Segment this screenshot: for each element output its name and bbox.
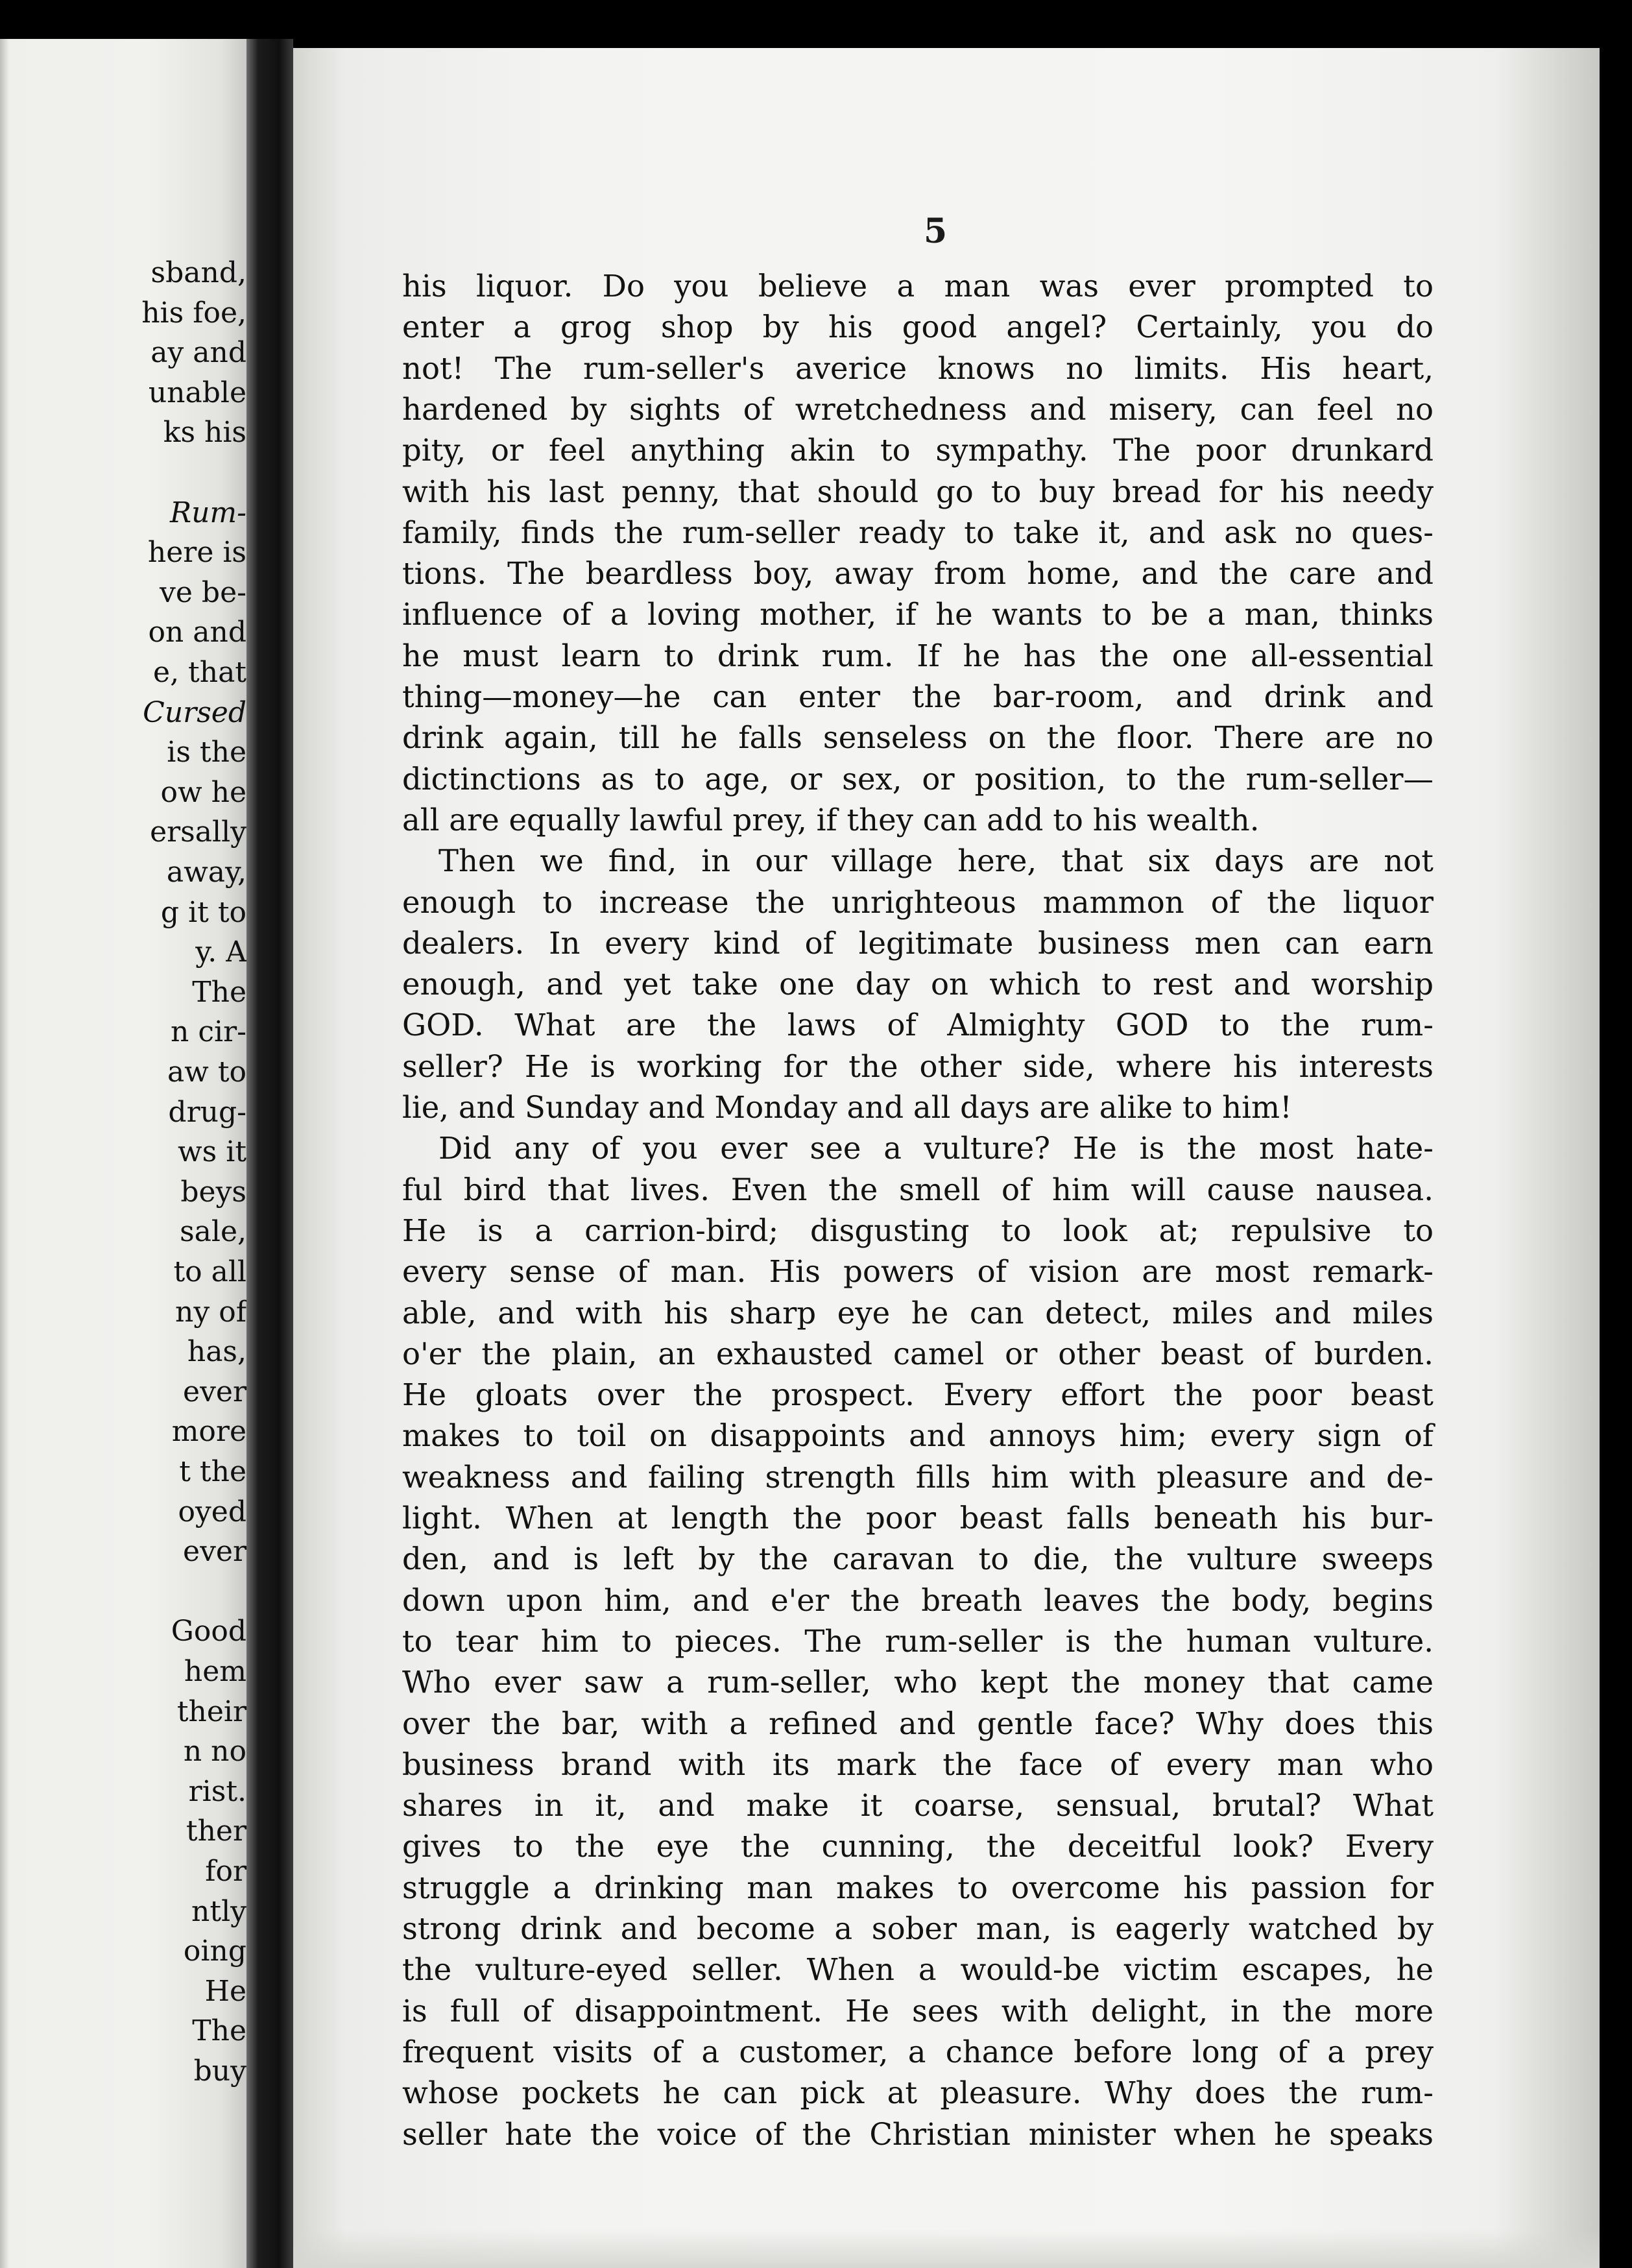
left-fragment-line: g it to (160, 895, 246, 929)
text-line: Did any of you ever see a vulture? He is the most hate- (438, 1131, 1434, 1166)
text-line: enough to increase the unrighteous mammon of the liquor (402, 884, 1434, 920)
left-fragment-line: has, (187, 1335, 246, 1369)
text-line: shares in it, and make it coarse, sensual, brutal? What (402, 1788, 1434, 1824)
left-fragment-line: for (205, 1855, 246, 1888)
text-line: He is a carrion-bird; disgusting to look at; repulsive to (402, 1212, 1434, 1248)
text-line: makes to toil on disappoints and annoys him; every sign of (402, 1418, 1434, 1454)
left-page-fragment (0, 39, 246, 2268)
text-line: enough, and yet take one day on which to rest and worship (402, 967, 1434, 1002)
left-fragment-line: unable (148, 376, 246, 409)
left-fragment-line: rist. (188, 1774, 246, 1808)
left-fragment-line: to all (173, 1255, 246, 1288)
left-fragment-line: oyed (178, 1495, 246, 1528)
text-line: struggle a drinking man makes to overcome his passion for (402, 1870, 1434, 1905)
page-bottom-shadow (293, 2229, 1600, 2268)
text-line: the vulture-eyed seller. When a would-be victim escapes, he (402, 1952, 1434, 1988)
left-fragment-line: y. A (195, 935, 246, 969)
text-line: not! The rum-seller's averice knows no limits. His heart, (402, 350, 1434, 386)
text-line: strong drink and become a sober man, is eagerly watched by (402, 1911, 1434, 1946)
text-line: with his last penny, that should go to buy bread for his needy (402, 474, 1434, 509)
left-fragment-line: their (176, 1695, 246, 1728)
text-line: able, and with his sharp eye he can detect, miles and miles (402, 1295, 1434, 1331)
left-fragment-line: n cir- (171, 1015, 246, 1049)
text-line: weakness and failing strength fills him with pleasure and de- (402, 1459, 1434, 1495)
text-line: over the bar, with a refined and gentle face? Why does this (402, 1706, 1434, 1741)
left-fragment-line: Good (171, 1615, 246, 1648)
text-line: drink again, till he falls senseless on the floor. There are no (402, 720, 1434, 756)
left-fragment-line: beys (180, 1175, 246, 1209)
left-fragment-line: Rum- (169, 496, 246, 529)
left-fragment-line: buy (193, 2055, 246, 2088)
text-line: tions. The beardless boy, away from home, and the care and (402, 556, 1434, 592)
text-line: ful bird that lives. Even the smell of him will cause nausea. (402, 1172, 1434, 1207)
text-line: He gloats over the prospect. Every effort the poor beast (402, 1377, 1434, 1413)
left-fragment-line: ay and (150, 336, 246, 370)
left-fragment-line: ever (183, 1375, 246, 1408)
left-fragment-line: ersally (150, 815, 246, 849)
text-line: dictinctions as to age, or sex, or position, to the rum-seller— (402, 761, 1434, 797)
text-line: lie, and Sunday and Monday and all days are alike to him! (402, 1090, 1292, 1125)
text-line: every sense of man. His powers of vision are most remark- (402, 1254, 1434, 1290)
left-fragment-line: The (192, 2014, 246, 2048)
text-line: pity, or feel anything akin to sympathy. The poor drunkard (402, 433, 1434, 468)
left-fragment-line: his foe, (141, 296, 246, 330)
left-fragment-line: ws it (178, 1135, 246, 1169)
text-line: gives to the eye the cunning, the deceitful look? Every (402, 1829, 1434, 1864)
scan-border-right (1600, 0, 1632, 2268)
book-gutter (246, 39, 293, 2268)
text-line: all are equally lawful prey, if they can add to his wealth. (402, 802, 1260, 838)
left-fragment-line: ow he (160, 775, 246, 809)
text-line: seller hate the voice of the Christian minister when he speaks (402, 2116, 1434, 2152)
left-fragment-line: sband, (150, 256, 246, 289)
text-line: dealers. In every kind of legitimate business men can earn (402, 925, 1434, 961)
text-line: down upon him, and e'er the breath leaves the body, begins (402, 1582, 1434, 1618)
left-fragment-line: more (171, 1415, 246, 1449)
left-fragment-line: t the (179, 1455, 246, 1488)
left-fragment-line: is the (167, 736, 246, 769)
left-fragment-line: aw to (167, 1056, 246, 1089)
left-fragment-line: The (192, 975, 246, 1009)
left-fragment-line: Cursed (143, 695, 246, 729)
text-line: to tear him to pieces. The rum-seller is the human vulture. (402, 1623, 1434, 1659)
text-line: business brand with its mark the face of every man who (402, 1746, 1434, 1782)
text-line: his liquor. Do you believe a man was ever prompted to (402, 269, 1434, 304)
left-fragment-line: ever (183, 1535, 246, 1569)
text-line: thing—money—he can enter the bar-room, and drink and (402, 679, 1434, 714)
left-fragment-line: n no (183, 1735, 246, 1768)
left-page-edge (0, 39, 9, 2268)
text-line: den, and is left by the caravan to die, the vulture sweeps (402, 1541, 1434, 1577)
left-fragment-line: here is (147, 536, 246, 570)
left-fragment-line: drug- (168, 1095, 246, 1129)
left-fragment-line: hem (184, 1655, 246, 1688)
left-fragment-line: ks his (163, 416, 246, 450)
text-line: is full of disappointment. He sees with delight, in the more (402, 1993, 1434, 2029)
left-fragment-line: oing (183, 1935, 246, 1968)
text-line: enter a grog shop by his good angel? Certainly, you do (402, 309, 1434, 345)
left-fragment-line: sale, (180, 1215, 246, 1249)
text-line: GOD. What are the laws of Almighty GOD to the rum- (402, 1007, 1434, 1043)
text-line: o'er the plain, an exhausted camel or other beast of burden. (402, 1336, 1434, 1371)
text-line: frequent visits of a customer, a chance before long of a prey (402, 2034, 1434, 2069)
text-line: he must learn to drink rum. If he has the one all-essential (402, 638, 1434, 673)
text-line: family, finds the rum-seller ready to take it, and ask no ques- (402, 514, 1434, 550)
text-line: Who ever saw a rum-seller, who kept the money that came (402, 1665, 1434, 1700)
text-line: whose pockets he can pick at pleasure. Why does the rum- (402, 2075, 1434, 2111)
left-fragment-line: ve be- (160, 575, 246, 609)
left-fragment-line: ny of (175, 1295, 246, 1329)
left-fragment-line: He (204, 1974, 246, 2008)
left-fragment-line: away, (166, 856, 246, 889)
text-line: influence of a loving mother, if he wants to be a man, thinks (402, 597, 1434, 633)
text-line: Then we find, in our village here, that six days are not (438, 843, 1434, 879)
text-line: light. When at length the poor beast falls beneath his bur- (402, 1501, 1434, 1536)
text-line: seller? He is working for the other side, where his interests (402, 1048, 1434, 1084)
left-fragment-line: on and (148, 616, 246, 649)
left-fragment-line: ther (186, 1815, 246, 1848)
page-number: 5 (924, 211, 948, 251)
text-line: hardened by sights of wretchedness and misery, can feel no (402, 391, 1434, 427)
left-fragment-line: ntly (191, 1894, 246, 1928)
left-fragment-line: e, that (153, 656, 246, 689)
